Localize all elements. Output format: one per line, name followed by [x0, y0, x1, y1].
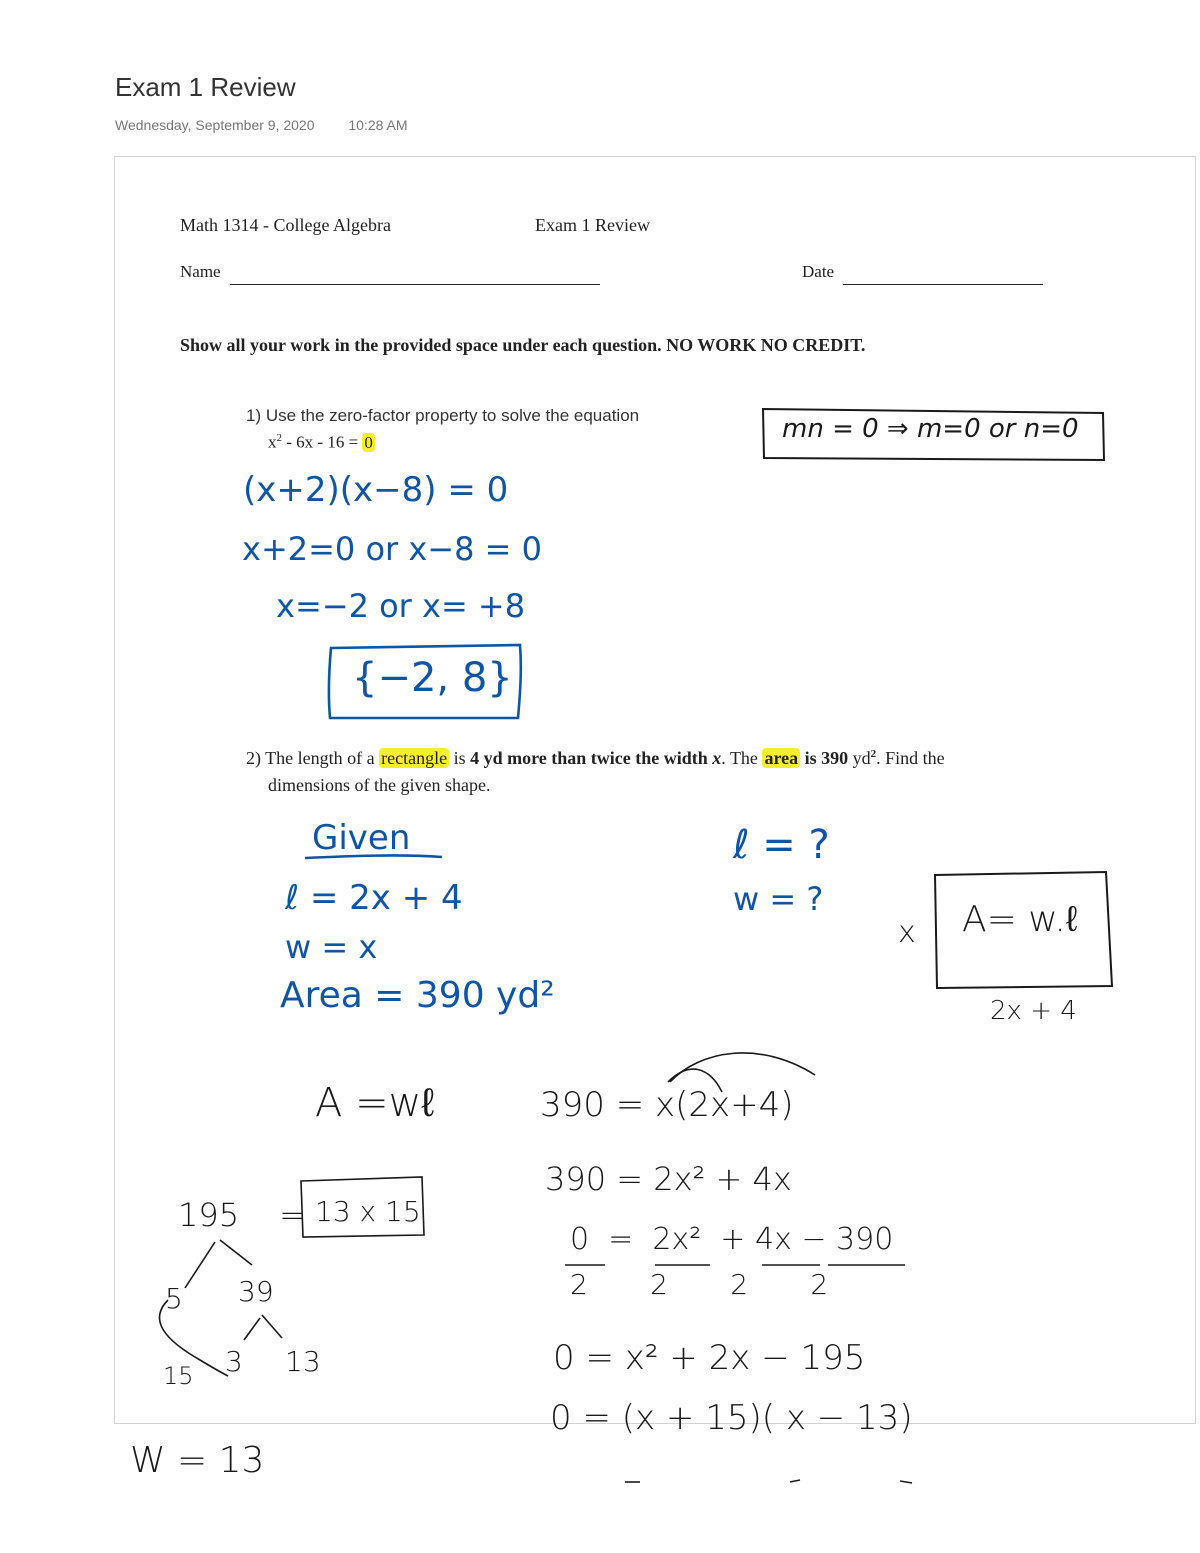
- cutoff-stroke: [790, 1480, 800, 1482]
- question-2-text-line2: dimensions of the given shape.: [268, 775, 491, 795]
- note-title[interactable]: Exam 1 Review: [115, 72, 296, 102]
- hw-length-expression: ℓ = 2x + 4: [285, 878, 463, 918]
- hw-zero-product-note: mn = 0 ⇒ m=0 or n=0: [782, 414, 1079, 444]
- note-date: Wednesday, September 9, 2020: [115, 117, 315, 133]
- hw-area-value: Area = 390 yd²: [280, 975, 555, 1016]
- hw-width-unknown: w = ?: [733, 880, 824, 918]
- q2-unit: yd: [852, 748, 871, 768]
- note-time: 10:28 AM: [348, 117, 408, 133]
- course-title: Math 1314 - College Algebra: [180, 215, 391, 235]
- q2-bold: 4 yd more than twice the width: [470, 748, 713, 768]
- hw-equals: =: [279, 1196, 306, 1234]
- hw-zero-factor-step: x+2=0 or x−8 = 0: [242, 530, 542, 568]
- hw-length-unknown: ℓ = ?: [733, 822, 830, 868]
- hw-solution-set: {−2, 8}: [352, 655, 513, 701]
- hw-tree-39: 39: [238, 1275, 274, 1308]
- eq-variable: x: [268, 432, 277, 452]
- hw-step-expand: 390 = 2x² + 4x: [545, 1160, 792, 1198]
- hw-tree-5: 5: [165, 1282, 183, 1315]
- highlight-area: area: [764, 748, 799, 768]
- cutoff-stroke: [900, 1481, 912, 1483]
- hw-width-answer: W = 13: [130, 1440, 265, 1481]
- eq-rest: - 6x - 16 =: [282, 432, 363, 452]
- q2-part: is: [449, 748, 471, 768]
- hw-step-simplified: 0 = x² + 2x − 195: [553, 1338, 866, 1378]
- distribute-arc: [670, 1053, 815, 1082]
- q2-part: 2) The length of a: [246, 748, 380, 768]
- hw-area-formula: A =wℓ: [315, 1080, 435, 1126]
- q2-bold: is 390: [800, 748, 853, 768]
- worksheet-title: Exam 1 Review: [535, 215, 650, 235]
- date-label: Date: [802, 262, 835, 281]
- hw-factor-pair: 13 x 15: [315, 1195, 421, 1228]
- q2-unit-exp: 2: [870, 748, 877, 760]
- hw-step-factored: 0 = (x + 15)( x − 13): [550, 1398, 913, 1438]
- hw-step-divide-numerators: 0 = 2x² + 4x − 390: [570, 1222, 894, 1257]
- hw-step-substitute: 390 = x(2x+4): [540, 1085, 794, 1125]
- q2-part: . The: [721, 748, 763, 768]
- tree-branch: [262, 1315, 282, 1338]
- hw-factored-equation: (x+2)(x−8) = 0: [243, 470, 509, 510]
- tree-branch: [185, 1242, 215, 1288]
- hw-step-divide-denominators: 2 2 2 2: [570, 1268, 829, 1301]
- name-label: Name: [180, 262, 221, 281]
- instructions: Show all your work in the provided space under each question. NO WORK NO CREDIT.: [180, 335, 866, 355]
- hw-rect-bottom-side: 2x + 4: [990, 996, 1077, 1026]
- question-1-text: 1) Use the zero-factor property to solve the equation: [246, 406, 640, 425]
- hw-tree-15: 15: [163, 1362, 194, 1390]
- hw-195: 195: [178, 1196, 240, 1234]
- highlight-rectangle: rectangle: [381, 748, 448, 768]
- hw-solutions: x=−2 or x= +8: [276, 587, 526, 625]
- hw-rect-side-x: x: [898, 915, 916, 950]
- eq-exponent: 2: [276, 432, 282, 444]
- q2-width-var: x: [712, 748, 722, 768]
- hw-factor-number: [178, 1196, 306, 1234]
- tree-branch: [244, 1318, 260, 1340]
- eq-zero-highlight: 0: [364, 432, 373, 452]
- hw-rect-area-formula: A= w.ℓ: [962, 899, 1078, 940]
- hw-width-expression: w = x: [285, 928, 378, 966]
- hw-tree-13: 13: [285, 1345, 321, 1378]
- hw-given-header: Given: [312, 818, 411, 858]
- tree-branch: [220, 1240, 252, 1265]
- hw-tree-3: 3: [225, 1345, 243, 1378]
- q2-part: . Find the: [876, 748, 945, 768]
